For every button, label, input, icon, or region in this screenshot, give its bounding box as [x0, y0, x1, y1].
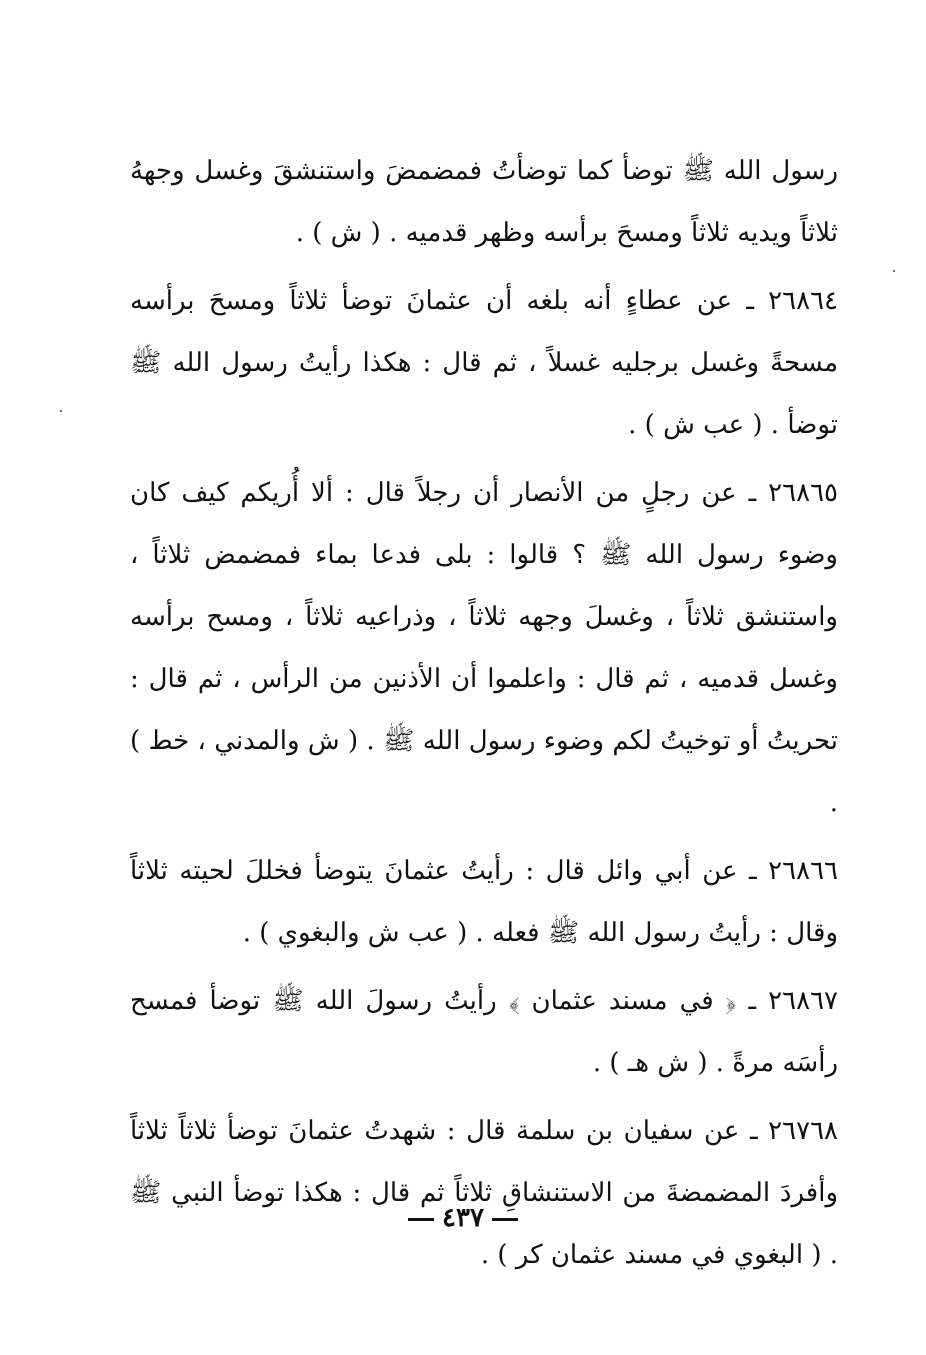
page-number: ٤٣٧ — [442, 1203, 484, 1233]
hadith-paragraph: ٢٦٨٦٦ ـ عن أبي وائل قال : رأيتُ عثمانَ يتوضأ فخللَ لحيته ثلاثاً وقال : رأيتُ رسول الله ﷺ فعله . ( عب ش والبغوي ) . — [130, 856, 838, 948]
page-footer — [0, 1203, 926, 1233]
hadith-paragraph: ٢٦٧٦٨ ـ عن سفيان بن سلمة قال : شهدتُ عثمانَ توضأ ثلاثاً ثلاثاً وأفردَ المضمضةَ من الاستنشاقِ ثلاثاً ثم قال : هكذا توضأ النبي ﷺ . ( البغوي في مسند عثمان كر ) . — [130, 1116, 838, 1270]
page-text — [130, 140, 838, 1286]
footer-dash-right — [408, 1218, 434, 1221]
footer-dash-left — [492, 1218, 518, 1221]
hadith-paragraph: ٢٦٨٦٤ ـ عن عطاءٍ أنه بلغه أن عثمانَ توضأ ثلاثاً ومسحَ برأسه مسحةً وغسل برجليه غسلاً ، ثم قال : هكذا رأيتُ رسول الله ﷺ توضأ . ( عب ش ) . — [130, 286, 838, 440]
scan-speck — [893, 270, 895, 272]
hadith-paragraph: ٢٦٨٦٥ ـ عن رجلٍ من الأنصار أن رجلاً قال : ألا أُريكم كيف كان وضوء رسول الله ﷺ ؟ قالوا : بلى فدعا بماء فمضمض ثلاثاً ، واستنشق ثلاثاً ، وغسلَ وجهه ثلاثاً ، وذراعيه ثلاثاً ، ومسح برأسه وغسل قدميه ، ثم قال : واعلموا أن الأذنين من الرأس ، ثم قال : تحريتُ أو توخيتُ لكم وضوء رسول الله ﷺ . ( ش والمدني ، خط ) . — [130, 478, 838, 818]
hadith-paragraph: رسول الله ﷺ توضأ كما توضأتُ فمضمضَ واستنشقَ وغسل وجههُ ثلاثاً ويديه ثلاثاً ومسحَ برأسه وظهر قدميه . ( ش ) . — [130, 156, 838, 248]
scan-speck — [60, 410, 62, 412]
hadith-paragraph: ٢٦٨٦٧ ـ ﴿ في مسند عثمان ﴾ رأيتُ رسولَ الله ﷺ توضأ فمسح رأسَه مرةً . ( ش هـ ) . — [130, 986, 838, 1078]
